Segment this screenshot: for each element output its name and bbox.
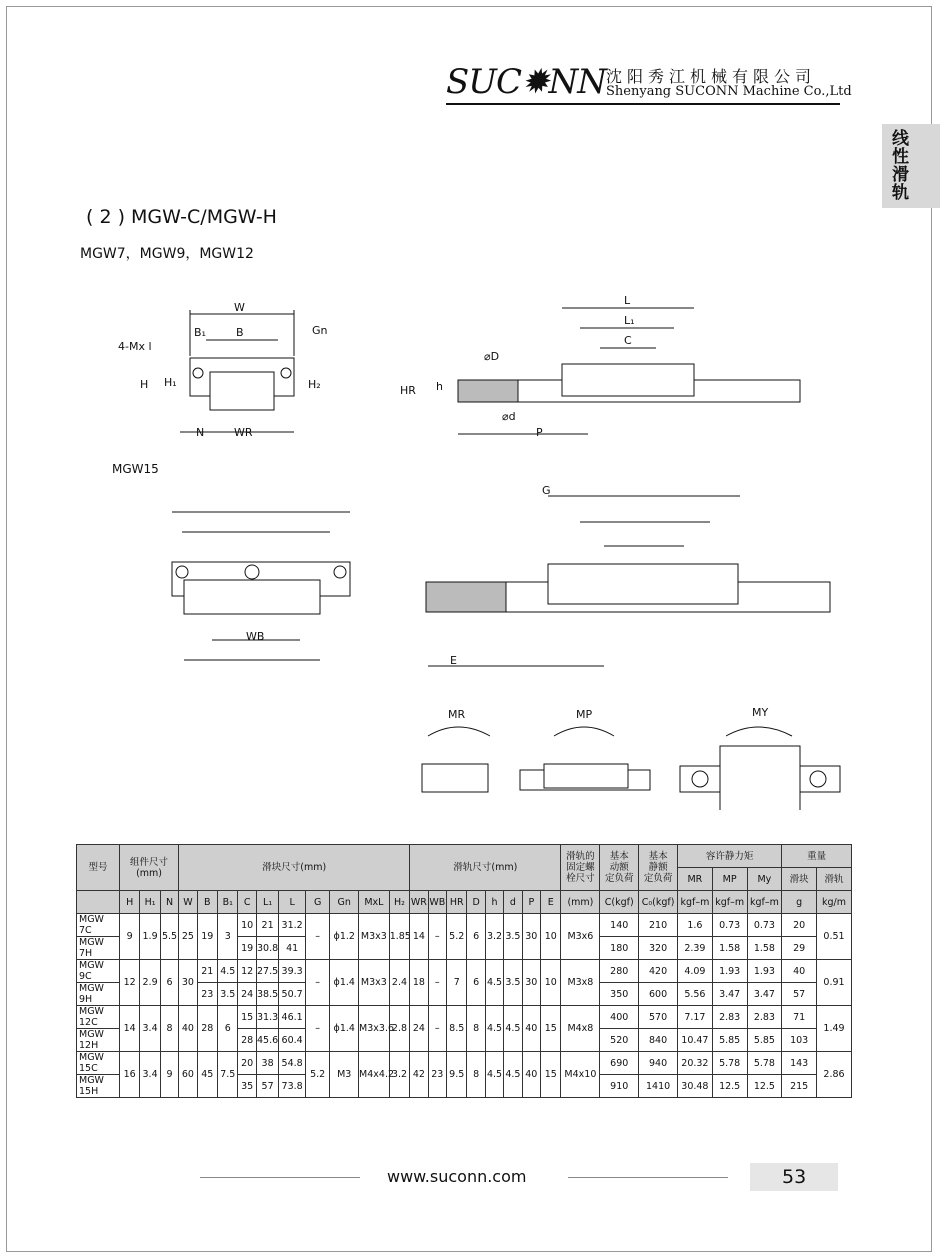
th-col: W [179,891,197,914]
label-C: C [624,334,632,347]
MP: 5.78 [712,1052,747,1075]
th-col: L₁ [256,891,278,914]
WB: – [428,960,446,1006]
H1: 3.4 [140,1006,160,1052]
h: 4.5 [485,1006,503,1052]
table-row [77,960,852,983]
MxL: M3x3 [359,960,390,1006]
L: 46.1 [279,1006,306,1029]
C0: 420 [639,960,678,983]
th-col: H₂ [389,891,410,914]
th-block: 滑块尺寸(mm) [179,845,410,891]
d: 3.5 [504,960,522,1006]
E: 15 [541,1006,561,1052]
th-col: D [467,891,485,914]
W: 60 [179,1052,197,1098]
L1: 38 [256,1052,278,1075]
C0: 210 [639,914,678,937]
L1: 57 [256,1075,278,1098]
My: 1.58 [747,937,782,960]
th-col: MxL [359,891,390,914]
WB: – [428,1006,446,1052]
model-cell: MGW 12H [77,1029,120,1052]
th-col: G [305,891,330,914]
Cd: 910 [600,1075,639,1098]
C: 35 [238,1075,256,1098]
C0: 840 [639,1029,678,1052]
th-block-weight: 滑块 [782,868,817,891]
C: 28 [238,1029,256,1052]
WR: 24 [410,1006,428,1052]
footer-url: www.suconn.com [387,1167,527,1186]
H1: 2.9 [140,960,160,1006]
G: – [305,960,330,1006]
h: 4.5 [485,1052,503,1098]
MR: 10.47 [678,1029,713,1052]
MP: 0.73 [712,914,747,937]
brand-logo: SUC✹NN [446,62,606,102]
label-B: B [236,326,244,339]
N: 5.5 [160,914,178,960]
th-MP: MP [712,868,747,891]
C: 10 [238,914,256,937]
section-title: ( 2 ) MGW-C/MGW-H [86,206,277,228]
Cd: 520 [600,1029,639,1052]
H: 14 [119,1006,139,1052]
Cd: 690 [600,1052,639,1075]
block-weight: 20 [782,914,817,937]
HR: 5.2 [447,914,467,960]
model-cell: MGW 9C [77,960,120,983]
W: 30 [179,960,197,1006]
MP: 1.58 [712,937,747,960]
bolt: M4x10 [561,1052,600,1098]
H1: 3.4 [140,1052,160,1098]
L1: 30.8 [256,937,278,960]
label-MP: MP [576,708,593,721]
label-WR: WR [234,426,253,439]
L: 73.8 [279,1075,306,1098]
Gn: ϕ1.2 [330,914,359,960]
L1: 31.3 [256,1006,278,1029]
MP: 2.83 [712,1006,747,1029]
Cd: 350 [600,983,639,1006]
H2: 2.4 [389,960,410,1006]
MP: 1.93 [712,960,747,983]
th-col: H [119,891,139,914]
W: 40 [179,1006,197,1052]
th-col: H₁ [140,891,160,914]
Gn: ϕ1.4 [330,1006,359,1052]
B: 28 [197,1006,217,1052]
G: 5.2 [305,1052,330,1098]
B: 21 [197,960,217,983]
Cd: 280 [600,960,639,983]
label-MR: MR [448,708,466,721]
L1: 38.5 [256,983,278,1006]
H: 12 [119,960,139,1006]
L: 31.2 [279,914,306,937]
My: 12.5 [747,1075,782,1098]
bolt: M3x8 [561,960,600,1006]
th-col: (mm) [561,891,600,914]
th-col: HR [447,891,467,914]
label-Gn: Gn [312,324,328,337]
Gn: ϕ1.4 [330,960,359,1006]
WR: 18 [410,960,428,1006]
label-B1: B₁ [194,326,206,339]
th-rail-weight: 滑轨 [817,868,852,891]
B1: 3 [218,914,238,960]
column-header-row [77,891,852,914]
footer-rule-right [568,1177,728,1178]
block-weight: 215 [782,1075,817,1098]
label-L: L [624,294,631,307]
th-col: C₀(kgf) [639,891,678,914]
WR: 14 [410,914,428,960]
L: 60.4 [279,1029,306,1052]
company-name-cn: 沈阳秀江机械有限公司 [606,67,817,86]
MxL: M3x3 [359,914,390,960]
th-col: C [238,891,256,914]
label-H: H [140,378,149,391]
WB: 23 [428,1052,446,1098]
C0: 940 [639,1052,678,1075]
company-name-en: Shenyang SUCONN Machine Co.,Ltd [606,84,852,99]
My: 5.85 [747,1029,782,1052]
WR: 42 [410,1052,428,1098]
label-H1: H₁ [164,376,177,389]
label-E: E [450,654,457,667]
B1: 7.5 [218,1052,238,1098]
th-weight: 重量 [782,845,852,868]
H2: 1.85 [389,914,410,960]
MxL: M4x4.2 [359,1052,390,1098]
th-dyn: 基本 动额 定负荷 [600,845,639,891]
MP: 12.5 [712,1075,747,1098]
block-weight: 57 [782,983,817,1006]
HR: 8.5 [447,1006,467,1052]
rail-weight: 2.86 [817,1052,852,1098]
MR: 4.09 [678,960,713,983]
th-model-blank [77,891,120,914]
label-d: ⌀d [502,410,516,423]
HR: 7 [447,960,467,1006]
C: 12 [238,960,256,983]
P: 30 [522,914,540,960]
C0: 600 [639,983,678,1006]
Gn: M3 [330,1052,359,1098]
model-cell: MGW 7C [77,914,120,937]
d: 4.5 [504,1006,522,1052]
label-N: N [196,426,205,439]
L1: 27.5 [256,960,278,983]
label-P: P [536,426,543,439]
th-MR: MR [678,868,713,891]
th-unit: g [782,891,817,914]
label-MY: MY [752,706,769,719]
th-moment: 容许静力矩 [678,845,782,868]
B: 23 [197,983,217,1006]
d: 4.5 [504,1052,522,1098]
MP: 5.85 [712,1029,747,1052]
block-weight: 143 [782,1052,817,1075]
bolt: M4x8 [561,1006,600,1052]
B1: 3.5 [218,983,238,1006]
Cd: 400 [600,1006,639,1029]
th-col: h [485,891,503,914]
G: – [305,1006,330,1052]
table-row [77,914,852,937]
L: 54.8 [279,1052,306,1075]
th-col: WR [410,891,428,914]
My: 2.83 [747,1006,782,1029]
E: 10 [541,960,561,1006]
N: 9 [160,1052,178,1098]
My: 5.78 [747,1052,782,1075]
model-cell: MGW 15C [77,1052,120,1075]
label-G: G [542,484,551,497]
MR: 7.17 [678,1006,713,1029]
D: 8 [467,1006,485,1052]
block-weight: 40 [782,960,817,983]
D: 6 [467,960,485,1006]
th-col: d [504,891,522,914]
MR: 20.32 [678,1052,713,1075]
table-row [77,1052,852,1075]
B1: 4.5 [218,960,238,983]
th-col: Gn [330,891,359,914]
th-col: B₁ [218,891,238,914]
My: 1.93 [747,960,782,983]
block-weight: 29 [782,937,817,960]
B1: 6 [218,1006,238,1052]
th-unit: kgf–m [747,891,782,914]
Cd: 180 [600,937,639,960]
H2: 3.2 [389,1052,410,1098]
table-row [77,1006,852,1029]
model-cell: MGW 15H [77,1075,120,1098]
th-col: B [197,891,217,914]
H1: 1.9 [140,914,160,960]
label-WB: WB [246,630,265,643]
label-h: h [436,380,443,393]
block-weight: 103 [782,1029,817,1052]
G: – [305,914,330,960]
rail-weight: 1.49 [817,1006,852,1052]
W: 25 [179,914,197,960]
MP: 3.47 [712,983,747,1006]
models-subtitle: MGW7，MGW9，MGW12 [80,246,254,262]
C0: 570 [639,1006,678,1029]
th-col: L [279,891,306,914]
th-col: E [541,891,561,914]
HR: 9.5 [447,1052,467,1098]
h: 3.2 [485,914,503,960]
label-W: W [234,301,245,314]
technical-drawings [0,290,940,810]
th-unit: kgf–m [712,891,747,914]
L: 50.7 [279,983,306,1006]
P: 30 [522,960,540,1006]
spec-table [76,844,852,1098]
th-bolt: 滑轨的 固定螺 栓尺寸 [561,845,600,891]
th-My: My [747,868,782,891]
th-model: 型号 [77,845,120,891]
th-col: N [160,891,178,914]
th-col: C(kgf) [600,891,639,914]
th-rail: 滑轨尺寸(mm) [410,845,561,891]
E: 10 [541,914,561,960]
WB: – [428,914,446,960]
label-D: ⌀D [484,350,500,363]
L: 39.3 [279,960,306,983]
D: 6 [467,914,485,960]
H: 16 [119,1052,139,1098]
th-unit: kgf–m [678,891,713,914]
rail-weight: 0.91 [817,960,852,1006]
C: 20 [238,1052,256,1075]
C0: 320 [639,937,678,960]
C: 15 [238,1006,256,1029]
footer-rule-left [200,1177,360,1178]
rail-weight: 0.51 [817,914,852,960]
table-body [77,914,852,1098]
E: 15 [541,1052,561,1098]
side-tab-label: 线性滑轨 [892,129,909,203]
header-rule [446,103,840,105]
MxL: M3x3.6 [359,1006,390,1052]
th-stat: 基本 静额 定负荷 [639,845,678,891]
block-weight: 71 [782,1006,817,1029]
B: 45 [197,1052,217,1098]
Cd: 140 [600,914,639,937]
bolt: M3x6 [561,914,600,960]
MR: 30.48 [678,1075,713,1098]
H: 9 [119,914,139,960]
MR: 1.6 [678,914,713,937]
B: 19 [197,914,217,960]
My: 3.47 [747,983,782,1006]
label-HR: HR [400,384,416,397]
model-cell: MGW 12C [77,1006,120,1029]
side-tab [882,124,940,208]
H2: 2.8 [389,1006,410,1052]
C0: 1410 [639,1075,678,1098]
C: 19 [238,937,256,960]
L1: 21 [256,914,278,937]
N: 6 [160,960,178,1006]
L1: 45.6 [256,1029,278,1052]
page-number: 53 [782,1166,807,1188]
model-cell: MGW 9H [77,983,120,1006]
h: 4.5 [485,960,503,1006]
C: 24 [238,983,256,1006]
label-H2: H₂ [308,378,321,391]
L: 41 [279,937,306,960]
My: 0.73 [747,914,782,937]
th-col: P [522,891,540,914]
label-Mxl: 4-Mx l [118,340,152,353]
th-unit: kg/m [817,891,852,914]
th-assembly: 组件尺寸 (mm) [119,845,178,891]
P: 40 [522,1006,540,1052]
MR: 2.39 [678,937,713,960]
th-col: WB [428,891,446,914]
model-cell: MGW 7H [77,937,120,960]
mgw15-label: MGW15 [112,462,159,476]
d: 3.5 [504,914,522,960]
P: 40 [522,1052,540,1098]
D: 8 [467,1052,485,1098]
label-L1: L₁ [624,314,635,327]
MR: 5.56 [678,983,713,1006]
N: 8 [160,1006,178,1052]
